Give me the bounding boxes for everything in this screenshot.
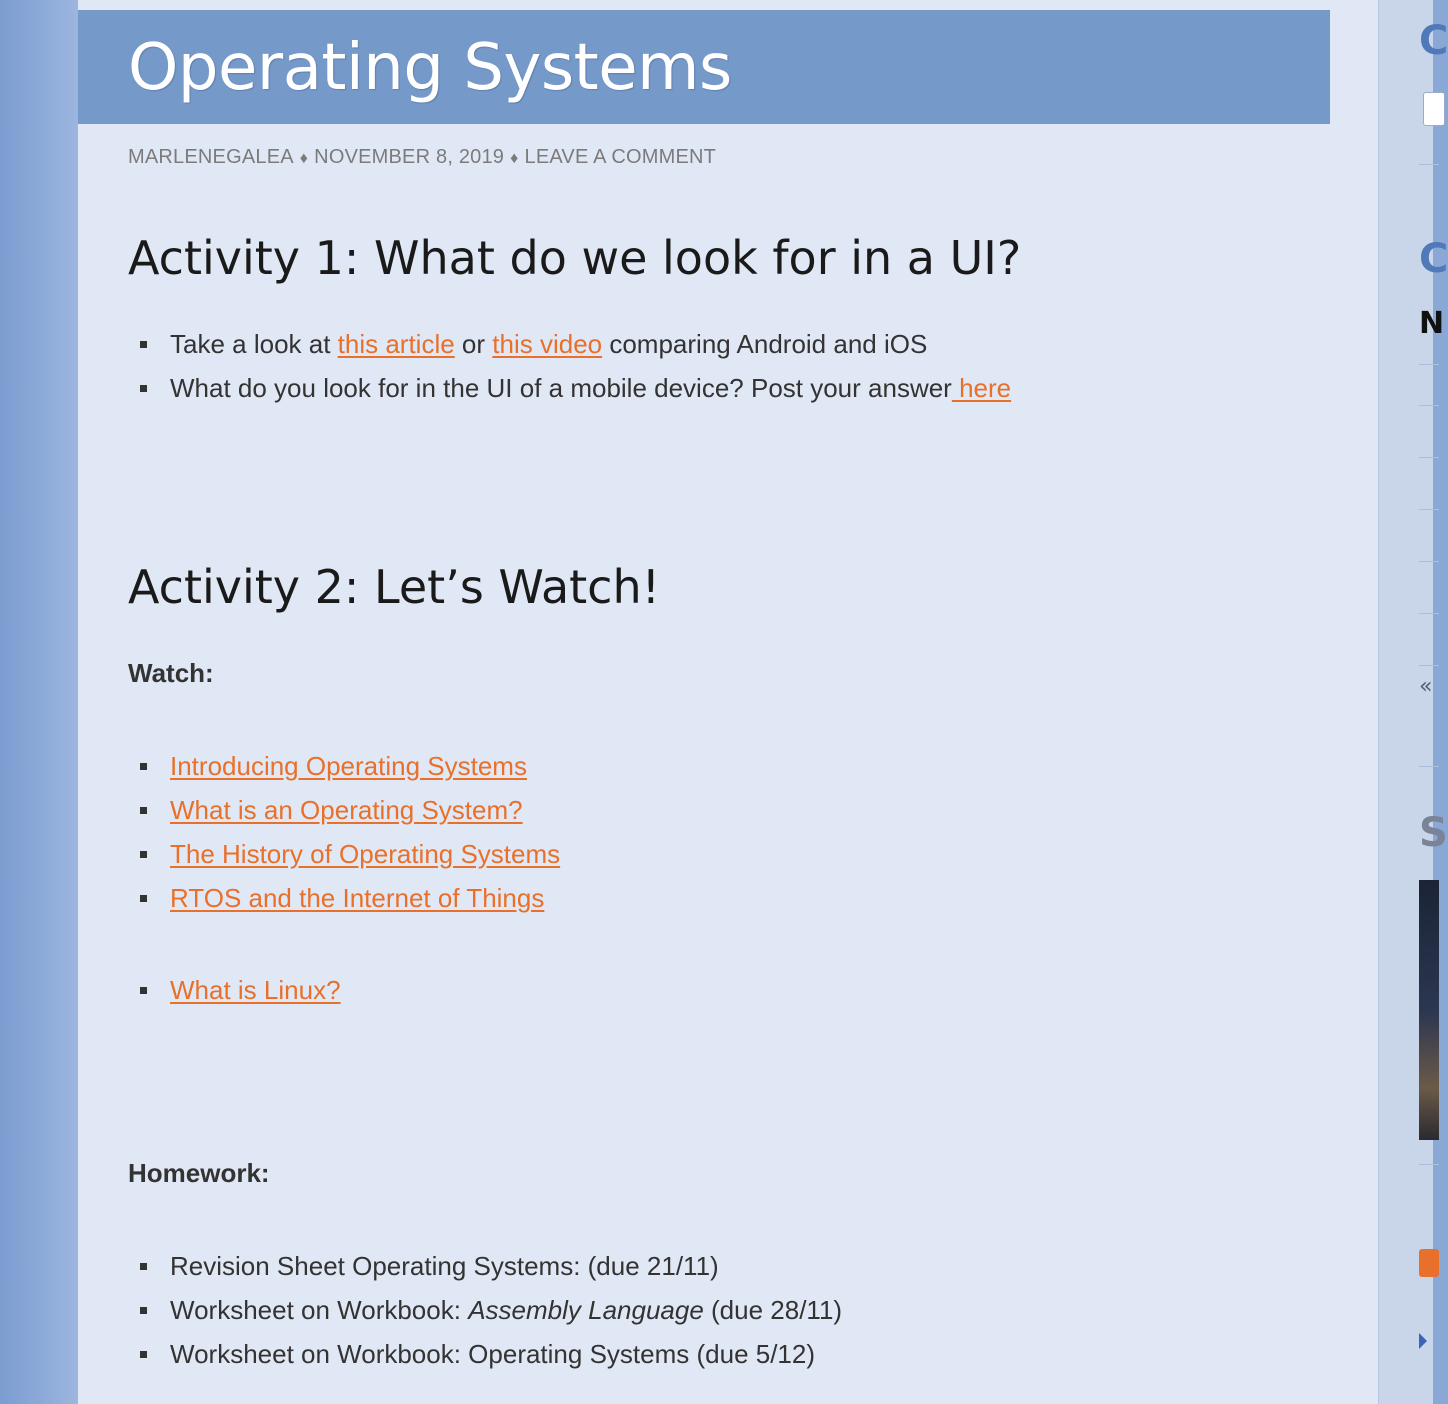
this-article-link[interactable]: this article [337,329,455,359]
triangle-right-icon [1419,1333,1427,1349]
list-item [128,788,560,832]
list-item [128,744,560,788]
homework-text: Worksheet on Workbook: [170,1295,469,1325]
list-item [128,1244,842,1288]
list-item [128,1332,842,1376]
author-link[interactable]: MARLENEGALEA [128,146,294,168]
sidebar [1378,0,1448,1404]
bullet-icon [140,1263,147,1270]
homework-text: Revision Sheet Operating Systems: (due 21/11) [170,1251,719,1281]
calendar-table [1419,405,1439,666]
bullet-icon [140,1351,147,1358]
sidebar-heading-fragment: C [1419,236,1448,282]
calendar-row [1419,562,1439,614]
bullet-icon [140,851,147,858]
activity1-heading: Activity 1: What do we look for in a UI? [128,231,1022,285]
video-link-rtos-iot[interactable]: RTOS and the Internet of Things [170,883,545,913]
item-text: comparing Android and iOS [602,329,928,359]
calendar-row [1419,614,1439,666]
extra-video-list [128,968,341,1012]
video-link-history-of-os[interactable]: The History of Operating Systems [170,839,561,869]
post-meta [128,146,716,169]
calendar-row [1419,510,1439,562]
diamond-separator-icon: ♦ [510,150,519,167]
sidebar-heading-fragment: C [1419,18,1448,64]
post-date-link[interactable]: NOVEMBER 8, 2019 [314,146,505,168]
list-item [128,876,560,920]
homework-text: Worksheet on Workbook: Operating Systems (due 5/12) [170,1339,816,1369]
calendar-month-fragment: N [1419,306,1445,341]
watch-label: Watch: [128,658,214,688]
calendar-row [1419,458,1439,510]
sidebar-heading-fragment: S [1419,810,1448,856]
activity2-heading: Activity 2: Let’s Watch! [128,560,661,614]
bullet-icon [140,763,147,770]
calendar-prev-link[interactable]: « [1419,674,1433,699]
post-answer-here-link[interactable]: here [951,373,1012,403]
bullet-icon [140,895,147,902]
item-text: Take a look at [170,329,338,359]
post-title: Operating Systems [128,31,732,105]
bullet-icon [140,1307,147,1314]
homework-due-text: (due 28/11) [703,1295,843,1325]
calendar-row [1419,406,1439,458]
list-item [128,1288,842,1332]
sidebar-divider [1419,164,1439,165]
this-video-link[interactable]: this video [492,329,603,359]
bullet-icon [140,807,147,814]
video-list [128,744,560,920]
sidebar-divider [1419,1164,1439,1165]
list-item [128,366,1011,410]
sidebar-divider [1419,364,1439,365]
rss-icon[interactable] [1419,1249,1439,1277]
video-link-introducing-os[interactable]: Introducing Operating Systems [170,751,527,781]
homework-italic-text: Assembly Language [468,1295,704,1325]
sidebar-divider [1419,766,1439,767]
activity1-list [128,322,1011,410]
item-text: What do you look for in the UI of a mobile device? Post your answer [170,373,952,403]
homework-list [128,1244,842,1376]
sidebar-search-input[interactable] [1423,92,1445,126]
list-item [128,832,560,876]
list-item [128,968,341,1012]
leave-comment-link[interactable]: LEAVE A COMMENT [524,146,717,168]
homework-label: Homework: [128,1158,270,1188]
list-item [128,322,1011,366]
sidebar-photo[interactable] [1419,880,1439,1140]
item-text: or [454,329,493,359]
bullet-icon [140,341,147,348]
bullet-icon [140,385,147,392]
bullet-icon [140,987,147,994]
post-content [78,0,1378,1404]
video-link-what-is-linux[interactable]: What is Linux? [170,975,341,1005]
video-link-what-is-os[interactable]: What is an Operating System? [170,795,523,825]
title-banner [78,10,1330,124]
diamond-separator-icon: ♦ [299,150,309,167]
left-background-strip [0,0,78,1404]
